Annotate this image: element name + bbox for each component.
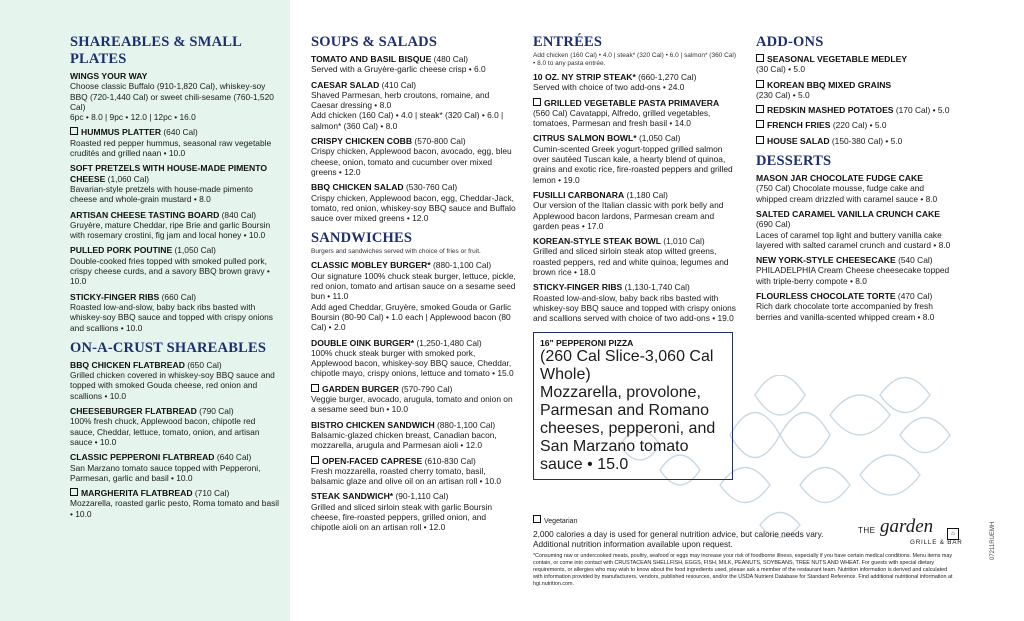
garden-grille-logo: THE garden GRILLE & BAR ⌂ — [858, 516, 963, 546]
menu-item-calories: (90-1,110 Cal) — [395, 491, 449, 502]
menu-item-name: BISTRO CHICKEN SANDWICH — [311, 419, 435, 430]
menu-item-options: Add chicken (160 Cal) • 4.0 | steak* (320 Cal) • 6.0 | salmon* (360 Cal) • 8.0 — [311, 110, 504, 131]
menu-item-description: 100% fresh chuck, Applewood bacon, chipotle red sauce, Cheddar, lettuce, tomato, onion, and artisan sauce • 10.0 — [70, 416, 260, 447]
menu-item-calories: (1,060 Cal) — [107, 173, 150, 184]
menu-item — [70, 406, 280, 447]
menu-item — [311, 260, 516, 332]
vegetarian-box-icon — [70, 127, 78, 135]
menu-item — [756, 209, 956, 250]
menu-item-description: Roasted low-and-slow, baby back ribs basted with whiskey-soy BBQ sauce and topped with crispy onions and scallions served with choice of two add-ons • 19.0 — [533, 292, 736, 324]
menu-item-name: CLASSIC PEPPERONI FLATBREAD — [70, 452, 215, 463]
menu-item-calories: (1,250-1,480 Cal) — [416, 337, 482, 348]
menu-item-description: Double-cooked fries topped with smoked pulled pork, crispy cheese curds, and a savory BBQ brown gravy • 10.0 — [70, 255, 270, 287]
menu-item-description: Served with a Gruyère-garlic cheese crisp • 6.0 — [311, 64, 486, 75]
menu-item — [70, 452, 280, 483]
menu-item-description: Roasted low-and-slow, baby back ribs basted with whiskey-soy BBQ sauce and topped with crispy onions and scallions • 10.0 — [70, 301, 273, 333]
menu-item-description: (30 Cal) • 5.0 — [756, 64, 806, 75]
menu-item-name: SEASONAL VEGETABLE MEDLEY — [767, 54, 908, 64]
menu-item — [311, 384, 516, 415]
menu-item-calories: (570-800 Cal) — [414, 136, 466, 147]
section-note: Burgers and sandwiches served with choice of fries or fruit. — [311, 248, 481, 256]
menu-item — [533, 72, 738, 93]
vegetarian-box-icon — [756, 80, 764, 88]
menu-item — [533, 236, 738, 277]
menu-item-name: STICKY-FINGER RIBS — [70, 291, 160, 302]
pizza-name: 16" PEPPERONI PIZZA — [540, 337, 634, 348]
menu-item-description: Gruyère, mature Cheddar, ripe Brie and garlic Boursin with rosemary crostini, fig jam and local honey • 10.0 — [70, 219, 271, 241]
section-title: SHAREABLES & SMALL PLATES — [70, 34, 242, 67]
section-title: DESSERTS — [756, 153, 832, 170]
menu-item-name: BBQ CHICKEN SALAD — [311, 182, 404, 193]
menu-item-name: CLASSIC MOBLEY BURGER* — [311, 260, 431, 271]
menu-item-calories: (1,050 Cal) — [638, 133, 681, 144]
menu-item-name: 10 OZ. NY STRIP STEAK* — [533, 72, 636, 82]
menu-item-name: PULLED PORK POUTINE — [70, 245, 173, 256]
menu-item-name: FRENCH FRIES — [767, 120, 831, 131]
calorie-advice: 2,000 calories a day is used for general nutrition advice, but calorie needs vary. Additional nutrition information available upon request. — [533, 529, 824, 550]
menu-item-calories: (1,050 Cal) — [174, 245, 216, 256]
menu-item-name: ARTISAN CHEESE TASTING BOARD — [70, 209, 220, 220]
menu-item-description: Grilled and sliced sirloin steak with garlic Boursin cheese, fire-roasted peppers, grilled onion, and chipotle aioli on an artisan roll • 12.0 — [311, 501, 493, 533]
menu-item-description: Bavarian-style pretzels with house-made pimento cheese and whole-grain mustard • 8.0 — [70, 183, 253, 205]
menu-item-name: FUSILLI CARBONARA — [533, 189, 625, 200]
menu-item-calories: (170 Cal) • 5.0 — [895, 105, 950, 116]
section-title: ON-A-CRUST SHAREABLES — [70, 339, 267, 356]
section-title: SOUPS & SALADS — [311, 34, 438, 50]
menu-item-calories: (880-1,100 Cal) — [433, 260, 492, 271]
vegetarian-box-icon — [533, 98, 541, 106]
menu-item-name: BBQ CHICKEN FLATBREAD — [70, 359, 185, 370]
menu-item-name: OPEN-FACED CAPRESE — [322, 455, 423, 466]
vegetarian-box-icon — [533, 515, 541, 523]
menu-item-name: SALTED CARAMEL VANILLA CRUNCH CAKE — [756, 208, 940, 219]
menu-item — [70, 360, 280, 401]
column-shareables — [70, 34, 280, 524]
menu-item-description: Roasted red pepper hummus, seasonal raw vegetable crudités and grilled naan • 10.0 — [70, 137, 272, 159]
menu-item-description: Crispy chicken, Applewood bacon, avocado, egg, bleu cheese, onion, tomato and cucumber over mixed greens • 12.0 — [311, 146, 512, 177]
vegetarian-box-icon — [756, 105, 764, 113]
menu-item-calories: (640 Cal) — [216, 452, 252, 463]
menu-item — [70, 210, 280, 241]
menu-item — [756, 255, 956, 286]
menu-item — [311, 420, 516, 451]
menu-item-calories: (570-790 Cal) — [401, 383, 453, 394]
menu-item-description: (560 Cal) Cavatappi, Alfredo, grilled vegetables, tomatoes, Parmesan and fresh basil • 14.0 — [533, 107, 711, 129]
menu-item-description: Shaved Parmesan, herb croutons, romaine, and Caesar dressing • 8.0 — [311, 89, 490, 111]
menu-item-description: Mozzarella, roasted garlic pesto, Roma tomato and basil • 10.0 — [70, 498, 280, 519]
vegetarian-box-icon — [756, 136, 764, 144]
menu-item-description: Crispy chicken, Applewood bacon, egg, Cheddar-Jack, tomato, red onion, whiskey-soy BBQ sauce and Buffalo sauce over mixed greens • 12.0 — [311, 192, 516, 224]
menu-item-calories: (650 Cal) — [187, 359, 222, 370]
menu-item-name: STEAK SANDWICH* — [311, 491, 394, 502]
menu-item — [756, 80, 956, 101]
menu-item-description: Our signature 100% chuck steak burger, lettuce, pickle, red onion, tomato and artisan sauce on a sesame seed bun • 11.0 — [311, 270, 516, 302]
menu-item — [756, 120, 956, 130]
vegetarian-box-icon — [756, 54, 764, 62]
menu-item-name: KOREAN-STYLE STEAK BOWL — [533, 236, 661, 247]
menu-item-calories: (660 Cal) — [161, 291, 197, 302]
menu-item-name: GARDEN BURGER — [322, 383, 399, 394]
menu-item-options: 6pc • 8.0 | 9pc • 12.0 | 12pc • 16.0 — [70, 112, 196, 123]
vegetarian-box-icon — [311, 456, 319, 464]
menu-item-name: SOFT PRETZELS WITH HOUSE-MADE PIMENTO CHEESE — [70, 163, 268, 184]
menu-item-description: (230 Cal) • 5.0 — [756, 89, 810, 100]
menu-item-name: CAESAR SALAD — [311, 79, 380, 90]
menu-item-description: San Marzano tomato sauce topped with Pepperoni, Parmesan, garlic and basil • 10.0 — [70, 462, 261, 483]
menu-item-description: Choose classic Buffalo (910-1,820 Cal), whiskey-soy BBQ (720-1,440 Cal) or sweet chili-sesame (760-1,520 Cal) — [70, 81, 274, 112]
menu-item-description: Veggie burger, avocado, arugula, tomato and onion on a sesame seed bun • 10.0 — [311, 394, 513, 415]
menu-item — [70, 245, 280, 286]
menu-item-options: Laces of caramel top light and buttery vanilla cake layered with salted caramel crunch and custard • 8.0 — [756, 229, 951, 250]
menu-item-name: NEW YORK-STYLE CHEESECAKE — [756, 255, 896, 266]
menu-item-name: KOREAN BBQ MIXED GRAINS — [767, 79, 892, 90]
menu-item-name: HOUSE SALAD — [767, 135, 830, 146]
menu-item-calories: (610-830 Cal) — [424, 455, 476, 466]
pizza-calories: (260 Cal Slice-3,060 Cal Whole) — [540, 347, 714, 383]
hilton-mark-icon: ⌂ — [947, 528, 959, 540]
menu-item-calories: (1,130-1,740 Cal) — [624, 282, 690, 293]
menu-item-description: Cumin-scented Greek yogurt-topped grilled salmon over sautéed Tuscan kale, a hearty blend of quinoa, grains and exotic rice, fire-roasted peppers and grilled lemon • 19.0 — [533, 143, 733, 185]
menu-item-description: (750 Cal) Chocolate mousse, fudge cake and whipped cream drizzled with caramel sauce • 8.0 — [756, 183, 938, 204]
menu-item-calories: (1,180 Cal) — [626, 189, 668, 200]
menu-item-calories: (480 Cal) — [433, 54, 469, 64]
menu-item-name: WINGS YOUR WAY — [70, 71, 148, 81]
column-soups-sandwiches — [311, 34, 516, 538]
pizza-feature-box — [533, 332, 733, 480]
menu-item-description: Grilled and sliced sirloin steak atop wilted greens, roasted peppers, red and white quinoa, legumes and brown rice • 18.0 — [533, 246, 729, 278]
allergen-fine-print: *Consuming raw or undercooked meats, poultry, seafood or eggs may increase your risk of foodborne illness, especially if you have certain medical conditions. Menu items may contain, or come into contact with CRUSTACEAN SHELLFISH, EGGS, FISH, MILK, PEANUTS, SOYBEANS, TREE NUTS AND WHEAT. For guests with special dietary requirements, or allergies who may wish to know about the food ingredients used, please ask a member of the restaurant team. Nutrition information is derived and calculated with information provided by manufacturers, vendors, published resources, and/or the USDA Nutrient Database for Standard Reference. Find additional nutritional information at hgi.nutrition.com. — [533, 553, 953, 587]
menu-item-calories: (150-380 Cal) • 5.0 — [831, 135, 903, 146]
menu-item — [756, 136, 956, 146]
menu-item-name: TOMATO AND BASIL BISQUE — [311, 54, 432, 64]
menu-item-name: HUMMUS PLATTER — [81, 127, 162, 138]
menu-item-name: GRILLED VEGETABLE PASTA PRIMAVERA — [544, 97, 720, 108]
vegetarian-box-icon — [311, 384, 319, 392]
menu-item-name: CITRUS SALMON BOWL* — [533, 133, 637, 144]
menu-item-calories: (880-1,100 Cal) — [436, 419, 496, 430]
vegetarian-box-icon — [70, 488, 78, 496]
menu-item — [533, 133, 738, 184]
menu-item-name: REDSKIN MASHED POTATOES — [767, 105, 894, 116]
menu-item — [70, 127, 280, 158]
section-title: ENTRÉES — [533, 34, 603, 50]
menu-item-name: CHEESEBURGER FLATBREAD — [70, 406, 197, 417]
menu-item — [756, 173, 956, 204]
menu-item — [311, 182, 516, 223]
menu-item — [70, 71, 280, 122]
menu-item — [311, 80, 516, 131]
menu-item — [70, 292, 280, 333]
menu-item-name: DOUBLE OINK BURGER* — [311, 337, 415, 348]
column-addons-desserts — [756, 34, 956, 327]
menu-item-calories: (530-760 Cal) — [405, 182, 458, 193]
menu-item — [533, 190, 738, 231]
menu-item-options: Add aged Cheddar, Gruyère, smoked Gouda or Garlic Boursin (80-90 Cal) • 1.0 each | Applewood bacon (80 Cal) • 2.0 — [311, 301, 512, 333]
menu-item-calories: (1,010 Cal) — [663, 236, 705, 247]
menu-item-description: (690 Cal) — [756, 219, 791, 230]
section-title: ADD-ONS — [756, 34, 824, 50]
menu-item — [311, 491, 516, 532]
menu-item-description: Rich dark chocolate torte accompanied by fresh berries and vanilla-scented whipped cream • 8.0 — [756, 301, 935, 322]
menu-item — [311, 136, 516, 177]
column-entrees — [533, 34, 738, 480]
menu-item — [70, 163, 280, 204]
menu-item — [756, 54, 956, 75]
menu-item-description: Served with choice of two add-ons • 24.0 — [533, 82, 685, 93]
menu-item-name: FLOURLESS CHOCOLATE TORTE — [756, 291, 896, 302]
menu-item-name: CRISPY CHICKEN COBB — [311, 136, 413, 147]
menu-item-calories: (840 Cal) — [221, 209, 257, 220]
menu-item-description: Grilled chicken covered in whiskey-soy BBQ sauce and topped with smoked Gouda cheese, red onion and scallions • 10.0 — [70, 370, 275, 401]
menu-item — [311, 338, 516, 379]
menu-item — [311, 54, 516, 75]
section-note: Add chicken (160 Cal) • 4.0 | steak* (320 Cal) • 6.0 | salmon* (360 Cal) • 8.0 to any pasta entrée. — [533, 52, 737, 67]
vegetarian-legend: Vegetarian — [533, 515, 953, 526]
section-title: SANDWICHES — [311, 230, 413, 247]
menu-item — [756, 291, 956, 322]
menu-item — [533, 282, 738, 323]
menu-item-calories: (640 Cal) — [163, 127, 198, 138]
menu-item-calories: (540 Cal) — [898, 255, 933, 266]
menu-item-name: MARGHERITA FLATBREAD — [81, 488, 193, 499]
menu-item-name: MASON JAR CHOCOLATE FUDGE CAKE — [756, 173, 923, 184]
vegetarian-box-icon — [756, 120, 764, 128]
pizza-description: Mozzarella, provolone, Parmesan and Romano cheeses, pepperoni, and San Marzano tomato sauce • 15.0 — [540, 383, 716, 473]
menu-item-calories: (410 Cal) — [381, 79, 417, 90]
menu-item — [756, 105, 956, 115]
menu-item-calories: (470 Cal) — [897, 291, 933, 302]
menu-code: 07211RUEMH — [990, 521, 996, 560]
menu-item — [311, 456, 516, 487]
menu-item-description: Our version of the Italian classic with pork belly and Applewood bacon lardons, Parmesan cream and garden peas • 17.0 — [533, 200, 724, 231]
menu-item-description: 100% chuck steak burger with smoked pork, Applewood bacon, whiskey-soy BBQ sauce, Cheddar, chipotle mayo, crispy onions, lettuce and tomato • 15.0 — [311, 347, 514, 379]
menu-item-calories: (660-1,270 Cal) — [638, 72, 697, 82]
menu-item-calories: (220 Cal) • 5.0 — [832, 120, 887, 131]
menu-item-calories: (710 Cal) — [194, 488, 230, 499]
menu-item-name: STICKY-FINGER RIBS — [533, 282, 623, 293]
menu-item-description: Balsamic-glazed chicken breast, Canadian bacon, mozzarella, arugula and Parmesan aioli • 12.0 — [311, 429, 497, 451]
menu-item-calories: (790 Cal) — [199, 406, 234, 417]
menu-item-description: PHILADELPHIA Cream Cheese cheesecake topped with triple-berry compote • 8.0 — [756, 265, 950, 286]
menu-item — [533, 98, 738, 129]
menu-item — [70, 488, 280, 519]
menu-item-description: Fresh mozzarella, roasted cherry tomato, basil, balsamic glaze and olive oil on an artisan roll • 10.0 — [311, 465, 502, 487]
